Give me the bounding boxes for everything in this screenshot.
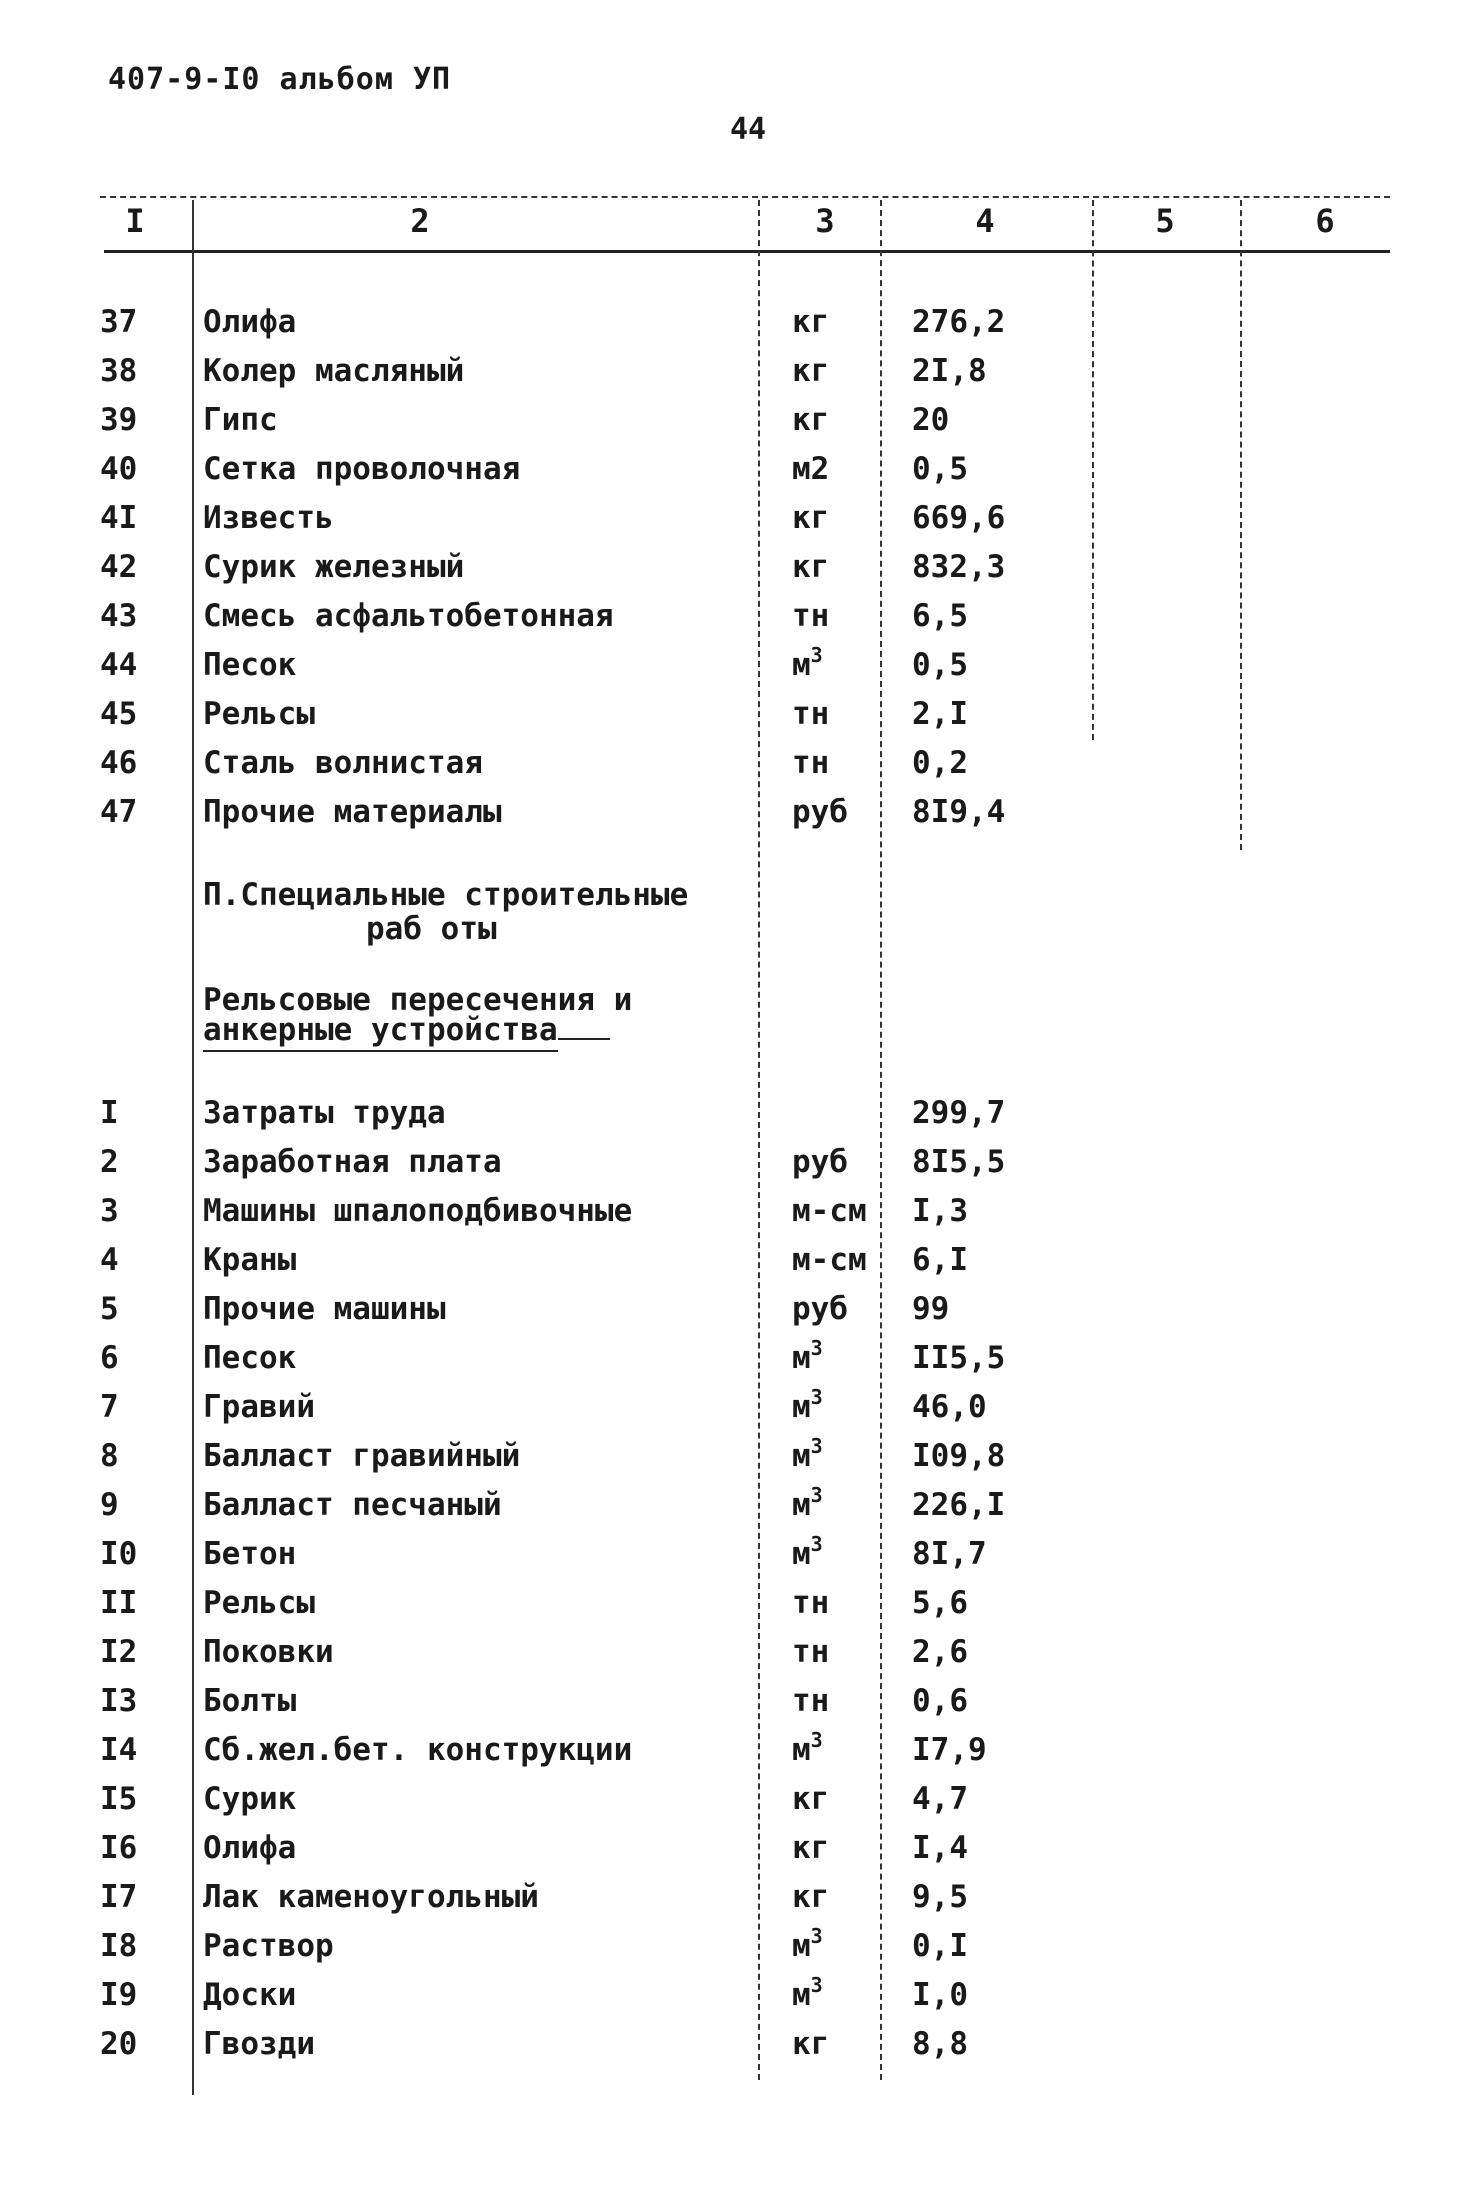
row-unit: руб: [792, 794, 848, 830]
row-number: 20: [100, 2026, 138, 2062]
row-unit-cell: [792, 1144, 848, 1180]
row-value: 4,7: [912, 1781, 968, 1817]
table-row: [0, 1971, 1476, 2020]
table-row: [0, 396, 1476, 445]
subsection-title-line2-text: анкерные устройства: [203, 1012, 558, 1052]
row-unit-exp: 3: [810, 1924, 823, 1948]
row-number: I5: [100, 1781, 138, 1817]
row-name: Бетон: [203, 1536, 297, 1572]
row-unit-cell: [792, 1830, 829, 1866]
row-number: 44: [100, 647, 138, 683]
row-value: 6,5: [912, 598, 968, 634]
header-col-4: 4: [975, 202, 995, 240]
table-row: [0, 1432, 1476, 1481]
row-unit-cell: [792, 500, 829, 536]
row-value: 8I9,4: [912, 794, 1006, 830]
row-name: Известь: [203, 500, 334, 536]
row-unit: м: [792, 1340, 811, 1376]
row-number: 37: [100, 304, 138, 340]
table-row: [0, 1579, 1476, 1628]
row-unit-cell: [792, 1728, 823, 1768]
header-col-6: 6: [1315, 202, 1335, 240]
row-number: 4I: [100, 500, 138, 536]
row-unit-cell: [792, 353, 829, 389]
row-unit: м-см: [792, 1193, 867, 1229]
table-row: [0, 1481, 1476, 1530]
row-unit: тн: [792, 1683, 830, 1719]
subsection-title-line2: [203, 1012, 632, 1048]
section-title: [203, 878, 688, 946]
row-number: 8: [100, 1438, 119, 1474]
row-unit-cell: [792, 598, 829, 634]
table-row: [0, 1285, 1476, 1334]
row-name: Сетка проволочная: [203, 451, 521, 487]
row-name: Колер масляный: [203, 353, 465, 389]
row-number: 9: [100, 1487, 119, 1523]
row-name: Песок: [203, 647, 297, 683]
row-number: I9: [100, 1977, 138, 2013]
row-name: Олифа: [203, 1830, 297, 1866]
row-unit-cell: [792, 1193, 867, 1229]
row-unit: кг: [792, 402, 830, 438]
row-unit: кг: [792, 549, 830, 585]
table-row: [0, 1775, 1476, 1824]
row-unit: м: [792, 1928, 811, 1964]
row-value: 832,3: [912, 549, 1006, 585]
row-number: I0: [100, 1536, 138, 1572]
row-unit-exp: 3: [810, 1973, 823, 1997]
row-name: Прочие материалы: [203, 794, 502, 830]
row-unit: кг: [792, 1830, 830, 1866]
row-unit: кг: [792, 500, 830, 536]
row-unit-cell: [792, 1434, 823, 1474]
row-value: 2I,8: [912, 353, 987, 389]
row-unit: м: [792, 1487, 811, 1523]
header-col-3: 3: [815, 202, 835, 240]
row-unit-exp: 3: [810, 643, 823, 667]
row-number: 45: [100, 696, 138, 732]
row-name: Сталь волнистая: [203, 745, 483, 781]
document-code: 407-9-I0 альбом УП: [108, 62, 452, 97]
row-name: Олифа: [203, 304, 297, 340]
row-unit-exp: 3: [810, 1483, 823, 1507]
row-unit: м: [792, 647, 811, 683]
row-name: Лак каменоугольный: [203, 1879, 539, 1915]
row-unit: кг: [792, 353, 830, 389]
row-unit-cell: [792, 1973, 823, 2013]
row-number: 4: [100, 1242, 119, 1278]
row-value: I7,9: [912, 1732, 987, 1768]
row-name: Гвозди: [203, 2026, 315, 2062]
page-number: 44: [730, 112, 767, 147]
row-number: 2: [100, 1144, 119, 1180]
table-row: [0, 1236, 1476, 1285]
row-name: Смесь асфальтобетонная: [203, 598, 614, 634]
row-unit: тн: [792, 696, 830, 732]
row-number: I7: [100, 1879, 138, 1915]
row-number: 5: [100, 1291, 119, 1327]
row-value: 46,0: [912, 1389, 987, 1425]
row-name: Прочие машины: [203, 1291, 446, 1327]
row-number: 43: [100, 598, 138, 634]
table-row: [0, 298, 1476, 347]
row-name: Рельсы: [203, 1585, 315, 1621]
row-unit-exp: 3: [810, 1532, 823, 1556]
table-row: [0, 1530, 1476, 1579]
row-unit-cell: [792, 304, 829, 340]
row-number: I4: [100, 1732, 138, 1768]
row-name: Затраты труда: [203, 1095, 446, 1131]
table-row: [0, 494, 1476, 543]
row-unit-exp: 3: [810, 1434, 823, 1458]
row-unit-cell: [792, 1683, 829, 1719]
row-name: Балласт гравийный: [203, 1438, 521, 1474]
row-unit: м: [792, 1389, 811, 1425]
row-name: Краны: [203, 1242, 297, 1278]
section-title-line1: П.Специальные строительные: [203, 877, 689, 913]
row-unit: тн: [792, 745, 830, 781]
subsection-underline: [558, 1036, 610, 1040]
table-row: [0, 1628, 1476, 1677]
row-value: 5,6: [912, 1585, 968, 1621]
row-number: II: [100, 1585, 138, 1621]
header-top-rule: [100, 196, 1390, 200]
row-unit-cell: [792, 402, 829, 438]
row-unit: м2: [792, 451, 830, 487]
row-value: 669,6: [912, 500, 1006, 536]
row-number: 42: [100, 549, 138, 585]
row-unit: тн: [792, 1585, 830, 1621]
table-row: [0, 347, 1476, 396]
row-unit: кг: [792, 2026, 830, 2062]
header-bottom-rule: [104, 250, 1390, 253]
table-row: [0, 641, 1476, 690]
row-value: 6,I: [912, 1242, 968, 1278]
row-unit-cell: [792, 1483, 823, 1523]
row-unit-cell: [792, 1242, 867, 1278]
row-number: I3: [100, 1683, 138, 1719]
row-unit-cell: [792, 1924, 823, 1964]
row-unit-cell: [792, 696, 829, 732]
row-unit-cell: [792, 643, 823, 683]
row-value: I,4: [912, 1830, 968, 1866]
row-unit: тн: [792, 598, 830, 634]
row-value: 8,8: [912, 2026, 968, 2062]
row-number: I: [100, 1095, 119, 1131]
row-value: 276,2: [912, 304, 1006, 340]
row-number: 40: [100, 451, 138, 487]
row-value: 226,I: [912, 1487, 1006, 1523]
section-title-line2: раб оты: [366, 911, 497, 947]
header-col-5: 5: [1155, 202, 1175, 240]
table-row: [0, 1383, 1476, 1432]
row-unit-cell: [792, 794, 848, 830]
table-row: [0, 1873, 1476, 1922]
row-name: Гипс: [203, 402, 278, 438]
row-value: 0,2: [912, 745, 968, 781]
table-row: [0, 1677, 1476, 1726]
table-row: [0, 1334, 1476, 1383]
table-row: [0, 1726, 1476, 1775]
row-value: 0,5: [912, 451, 968, 487]
row-unit-cell: [792, 1634, 829, 1670]
row-value: 2,I: [912, 696, 968, 732]
table-row: [0, 543, 1476, 592]
row-name: Болты: [203, 1683, 297, 1719]
subsection-title: [203, 982, 633, 1048]
row-number: I6: [100, 1830, 138, 1866]
row-unit-exp: 3: [810, 1385, 823, 1409]
row-unit-cell: [792, 1781, 829, 1817]
row-value: 9,5: [912, 1879, 968, 1915]
row-value: 0,5: [912, 647, 968, 683]
row-unit-cell: [792, 1336, 823, 1376]
row-unit: кг: [792, 304, 830, 340]
table-row: [0, 1089, 1476, 1138]
subsection-title-line1: Рельсовые пересечения и: [203, 982, 633, 1018]
row-value: 8I5,5: [912, 1144, 1006, 1180]
row-unit: кг: [792, 1781, 830, 1817]
row-unit-cell: [792, 2026, 829, 2062]
row-unit-cell: [792, 1532, 823, 1572]
row-unit-exp: 3: [810, 1728, 823, 1752]
row-number: I2: [100, 1634, 138, 1670]
row-number: I8: [100, 1928, 138, 1964]
row-name: Гравий: [203, 1389, 315, 1425]
row-value: 99: [912, 1291, 950, 1327]
row-name: Сб.жел.бет. конструкции: [203, 1732, 633, 1768]
header-col-1: I: [125, 202, 145, 240]
row-value: 299,7: [912, 1095, 1006, 1131]
row-name: Доски: [203, 1977, 297, 2013]
row-value: I09,8: [912, 1438, 1006, 1474]
row-unit: м-см: [792, 1242, 867, 1278]
table-row: [0, 739, 1476, 788]
row-number: 6: [100, 1340, 119, 1376]
row-number: 3: [100, 1193, 119, 1229]
row-value: 2,6: [912, 1634, 968, 1670]
row-unit: м: [792, 1977, 811, 2013]
row-unit-cell: [792, 1585, 829, 1621]
row-value: I,0: [912, 1977, 968, 2013]
table-row: [0, 1824, 1476, 1873]
table-row: [0, 445, 1476, 494]
row-unit-cell: [792, 1385, 823, 1425]
table-row: [0, 1138, 1476, 1187]
row-number: 38: [100, 353, 138, 389]
row-unit-cell: [792, 1291, 848, 1327]
row-value: I,3: [912, 1193, 968, 1229]
row-unit-exp: 3: [810, 1336, 823, 1360]
row-value: 0,6: [912, 1683, 968, 1719]
row-name: Раствор: [203, 1928, 334, 1964]
row-unit: кг: [792, 1879, 830, 1915]
row-unit: м: [792, 1438, 811, 1474]
row-unit: руб: [792, 1144, 848, 1180]
table-row: [0, 2020, 1476, 2069]
row-number: 7: [100, 1389, 119, 1425]
row-name: Поковки: [203, 1634, 334, 1670]
row-name: Заработная плата: [203, 1144, 502, 1180]
row-unit-cell: [792, 549, 829, 585]
row-unit-cell: [792, 451, 829, 487]
row-unit: руб: [792, 1291, 848, 1327]
row-name: Балласт песчаный: [203, 1487, 502, 1523]
row-name: Песок: [203, 1340, 297, 1376]
table-row: [0, 1922, 1476, 1971]
row-name: Сурик железный: [203, 549, 465, 585]
row-number: 39: [100, 402, 138, 438]
row-number: 46: [100, 745, 138, 781]
header-col-2: 2: [410, 202, 430, 240]
row-value: 8I,7: [912, 1536, 987, 1572]
row-unit-cell: [792, 745, 829, 781]
table-row: [0, 690, 1476, 739]
row-number: 47: [100, 794, 138, 830]
row-unit: тн: [792, 1634, 830, 1670]
row-name: Машины шпалоподбивочные: [203, 1193, 633, 1229]
row-value: 0,I: [912, 1928, 968, 1964]
row-value: 20: [912, 402, 950, 438]
row-value: II5,5: [912, 1340, 1006, 1376]
row-name: Сурик: [203, 1781, 297, 1817]
row-unit: м: [792, 1732, 811, 1768]
table-row: [0, 592, 1476, 641]
row-unit: м: [792, 1536, 811, 1572]
table-row: [0, 1187, 1476, 1236]
table-row: [0, 788, 1476, 837]
row-unit-cell: [792, 1879, 829, 1915]
row-name: Рельсы: [203, 696, 315, 732]
